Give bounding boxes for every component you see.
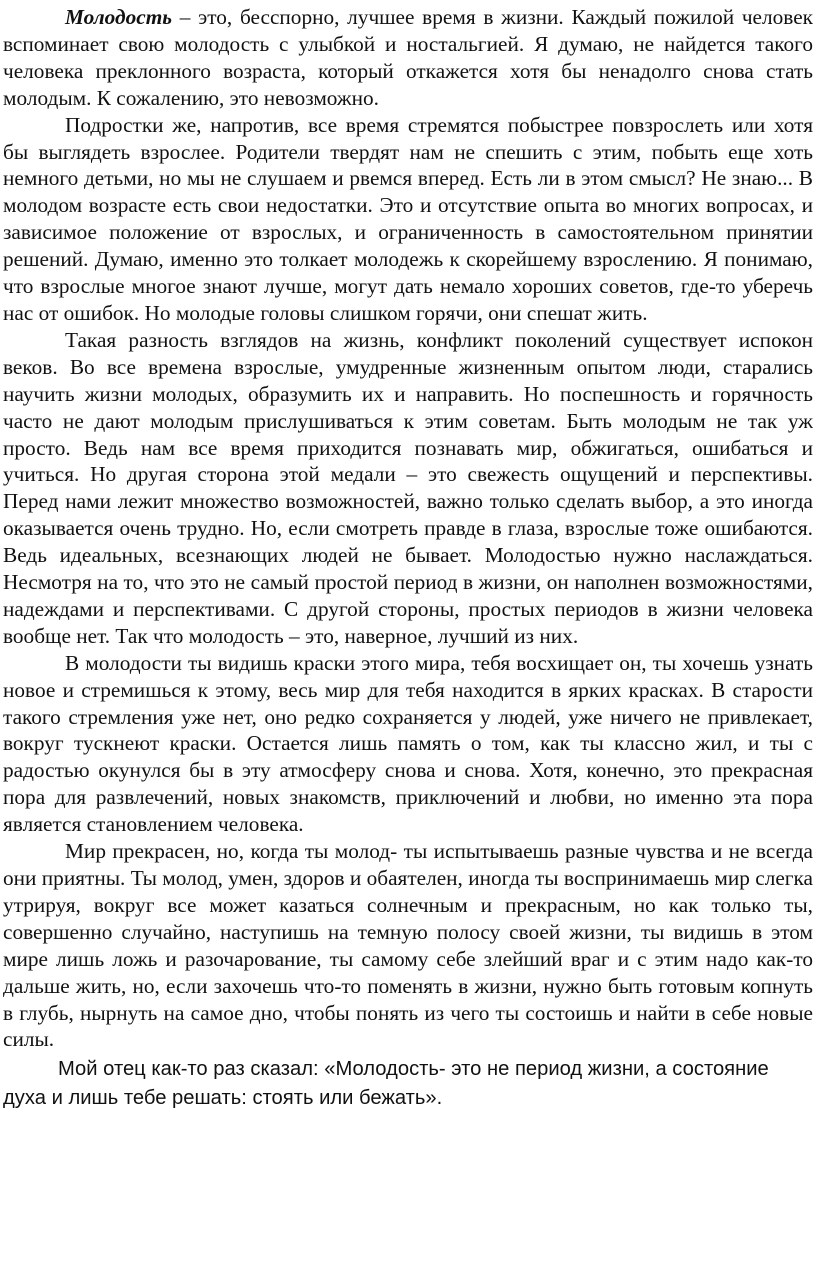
paragraph-5: Мир прекрасен, но, когда ты молод- ты испытываешь разные чувства и не всегда они приятны. Ты молод, умен, здоров и обаятелен, иногда ты воспринимаешь мир слегка утрируя, вокруг все может казаться солнечным и прекрасным, но как только ты, совершенно случайно, наступишь на темную полосу своей жизни, ты видишь в этом мире лишь ложь и разочарование, ты самому себе злейший враг и с этим надо как-то дальше жить, но, если захочешь что-то поменять в жизни, нужно быть готовым копнуть в глубь, нырнуть на самое дно, чтобы понять из чего ты состоишь и найти в себе новые силы. — [3, 839, 813, 1052]
paragraph-6-quote: Мой отец как-то раз сказал: «Молодость- это не период жизни, а состояние духа и лишь тебе решать: стоять или бежать». — [3, 1058, 769, 1110]
paragraph-2: Подростки же, напротив, все время стремятся побыстрее повзрослеть или хотя бы выглядеть взрослее. Родители твердят нам не спешить с этим, побыть еще хоть немного детьми, но мы не слушаем и рвемся вперед. Есть ли в этом смысл? Не знаю... В молодом возрасте есть свои недостатки. Это и отсутствие опыта во многих вопросах, и зависимое положение от взрослых, и ограниченность в самостоятельном принятии решений. Думаю, именно это толкает молодежь к скорейшему взрослению. Я понимаю, что взрослые многое знают лучше, могут дать немало хороших советов, где-то уберечь нас от ошибок. Но молодые головы слишком горячи, они спешат жить. — [3, 112, 813, 325]
paragraph-1 — [3, 4, 813, 112]
paragraph-3: Такая разность взглядов на жизнь, конфликт поколений существует испокон веков. Во все времена взрослые, умудренные жизненным опытом люди, старались научить жизни молодых, образумить их и направить. Но поспешность и горячность часто не дают молодым прислушиваться к этим советам. Быть молодым не так уж просто. Ведь нам все время приходится познавать мир, обжигаться, ошибаться и учиться. Но другая сторона этой медали – это свежесть ощущений и перспективы. Перед нами лежит множество возможностей, важно только сделать выбор, а это иногда оказывается очень трудно. Но, если смотреть правде в глаза, взрослые тоже ошибаются. Ведь идеальных, всезнающих людей не бывает. Молодостью нужно наслаждаться. Несмотря на то, что это не самый простой период в жизни, он наполнен возможностями, надеждами и перспективами. С другой стороны, простых периодов в жизни человека вообще нет. Так что молодость – это, наверное, лучший из них. — [3, 327, 813, 648]
lead-word: Молодость — [65, 5, 173, 29]
paragraph-1-text: – это, бесспорно, лучшее время в жизни. Каждый пожилой человек вспоминает свою молодость с улыбкой и ностальгией. Я думаю, не найдется такого человека преклонного возраста, который откажется хотя бы ненадолго снова стать молодым. К сожалению, это невозможно. — [3, 5, 813, 110]
paragraph-4: В молодости ты видишь краски этого мира, тебя восхищает он, ты хочешь узнать новое и стремишься к этому, весь мир для тебя находится в ярких красках. В старости такого стремления уже нет, оно редко сохраняется у людей, уже ничего не привлекает, вокруг тускнеют краски. Остается лишь память о том, как ты классно жил, и ты с радостью окунулся бы в эту атмосферу снова и снова. Хотя, конечно, это прекрасная пора для развлечений, новых знакомств, приключений и любви, но именно эта пора является становлением человека. — [3, 650, 813, 837]
